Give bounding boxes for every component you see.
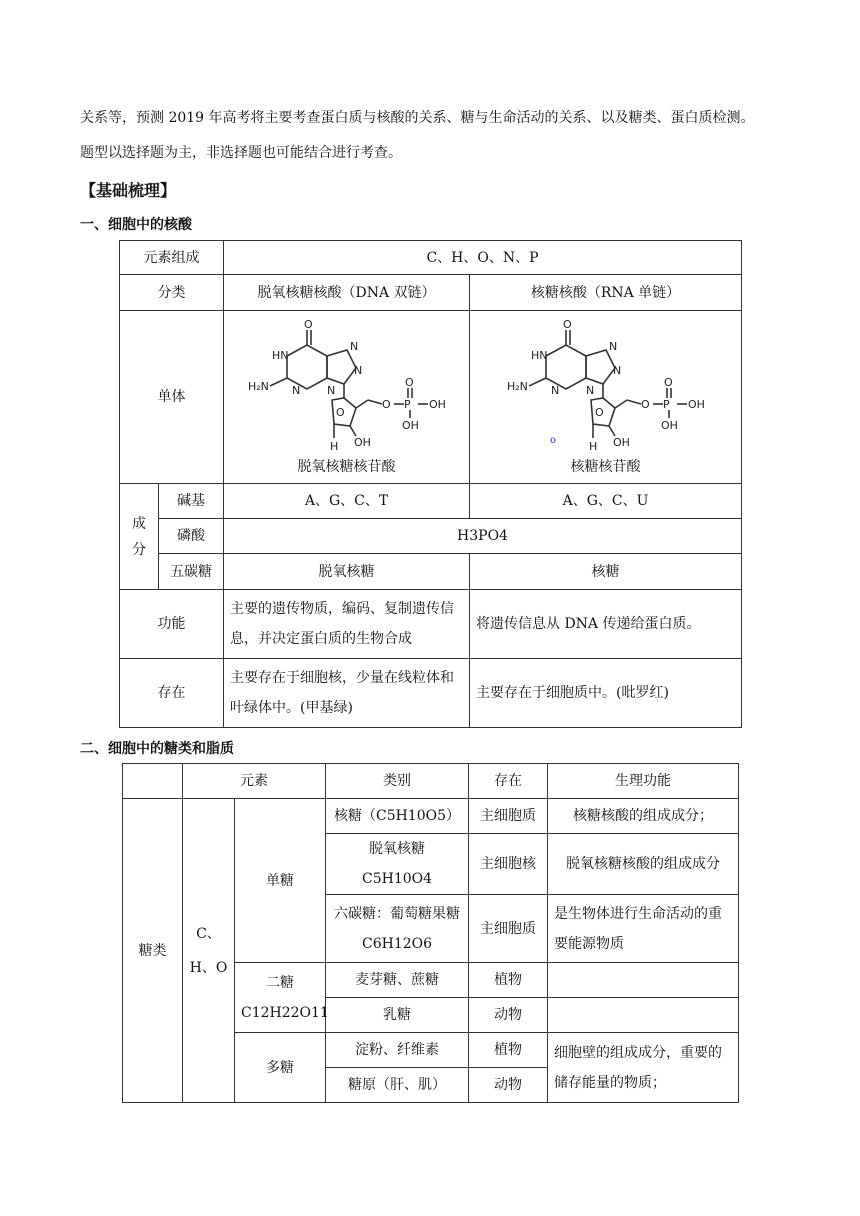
svg-text:O: O [404, 376, 414, 389]
sugar-elements: C、H、O [183, 799, 235, 1103]
deoxyribonucleotide-structure-diagram [232, 316, 462, 456]
svg-text:N: N [353, 364, 362, 377]
svg-text:N: N [612, 364, 621, 377]
ribose-location: 主细胞质 [469, 799, 548, 834]
element-label: 元素组成 [120, 241, 224, 275]
disaccharide-cell [235, 963, 329, 1033]
hexose: 六碳糖：葡萄糖果糖 C6H12O6 [326, 895, 469, 963]
header-blank [123, 764, 183, 799]
maltose-location: 植物 [469, 963, 548, 998]
element-value: C、H、O、N、P [224, 241, 742, 275]
svg-text:O: O [640, 398, 650, 411]
svg-text:O: O [335, 406, 345, 419]
deoxyribose-function: 脱氧核糖核酸的组成成分 [548, 834, 739, 895]
svg-text:O: O [303, 318, 313, 331]
lactose: 乳糖 [326, 998, 469, 1033]
svg-text:O: O [663, 376, 673, 389]
rna-pentose: 核糖 [470, 554, 742, 590]
glycogen: 糖原（肝、肌） [326, 1068, 469, 1103]
section-title: 【基础梳理】 [80, 181, 177, 200]
svg-text:OH: OH [353, 436, 371, 449]
hexose-location: 主细胞质 [469, 895, 548, 963]
svg-text:N: N [585, 384, 594, 397]
nucleic-acid-table [119, 240, 742, 728]
base-label: 碱基 [159, 484, 224, 519]
svg-text:H: H [329, 440, 338, 453]
deoxyribose-location: 主细胞核 [469, 834, 548, 895]
monomer-label: 单体 [120, 311, 224, 484]
composition-label-text: 成分 [132, 515, 146, 558]
classification-label: 分类 [120, 275, 224, 311]
rna-monomer-cell [470, 311, 742, 484]
composition-label [120, 484, 159, 590]
ribose: 核糖（C5H10O5） [326, 799, 469, 834]
svg-text:HN: HN [530, 349, 547, 362]
disaccharide-formula: C12H22O11 [241, 1004, 329, 1021]
svg-text:OH: OH [401, 419, 419, 432]
hexose-function: 是生物体进行生命活动的重要能源物质 [548, 895, 739, 963]
svg-text:N: N [326, 384, 335, 397]
dna-pentose: 脱氧核糖 [224, 554, 470, 590]
svg-text:N: N [349, 340, 358, 353]
maltose-function [548, 963, 739, 998]
dna-location: 主要存在于细胞核，少量在线粒体和叶绿体中。(甲基绿) [224, 659, 470, 728]
deoxyribose: 脱氧核糖 C5H10O4 [326, 834, 469, 895]
rna-location: 主要存在于细胞质中。(吡罗红) [470, 659, 742, 728]
svg-text:N: N [550, 384, 559, 397]
svg-text:N: N [291, 384, 300, 397]
header-category: 类别 [326, 764, 469, 799]
dna-bases: A、G、C、T [224, 484, 470, 519]
sugar-table [122, 763, 739, 1103]
ribonucleotide-structure-diagram [491, 316, 721, 456]
function-label: 功能 [120, 590, 224, 659]
intro-line-1: 关系等，预测 2019 年高考将主要考查蛋白质与核酸的关系、糖与生命活动的关系、以及糖类、蛋白质检测。 [80, 110, 755, 126]
lactose-function [548, 998, 739, 1033]
location-label: 存在 [120, 659, 224, 728]
heading-nucleic-acids: 一、细胞中的核酸 [80, 217, 192, 233]
dna-monomer-cell [224, 311, 470, 484]
rna-function: 将遗传信息从 DNA 传递给蛋白质。 [470, 590, 742, 659]
stray-o-mark: o [550, 435, 557, 446]
svg-text:H: H [588, 440, 597, 453]
glycogen-location: 动物 [469, 1068, 548, 1103]
svg-text:O: O [381, 398, 391, 411]
phosphate-value: H3PO4 [224, 519, 742, 554]
heading-sugars-lipids: 二、细胞中的糖类和脂质 [80, 741, 234, 757]
svg-text:HN: HN [271, 349, 288, 362]
polysaccharide-label: 多糖 [235, 1033, 326, 1103]
svg-text:OH: OH [687, 398, 705, 411]
svg-text:O: O [562, 318, 572, 331]
disaccharide-label: 二糖 [266, 974, 294, 991]
svg-text:OH: OH [612, 436, 630, 449]
ribose-function: 核糖核酸的组成成分； [548, 799, 739, 834]
svg-text:H₂N: H₂N [247, 380, 269, 393]
header-function: 生理功能 [548, 764, 739, 799]
dna-monomer-name: 脱氧核糖核苷酸 [297, 459, 396, 475]
rna-monomer-name: 核糖核苷酸 [570, 459, 641, 475]
svg-text:OH: OH [660, 419, 678, 432]
monosaccharide-label: 单糖 [235, 799, 326, 963]
header-location: 存在 [469, 764, 548, 799]
phosphate-label: 磷酸 [159, 519, 224, 554]
svg-text:OH: OH [428, 398, 446, 411]
pentose-label: 五碳糖 [159, 554, 224, 590]
svg-text:P: P [662, 398, 670, 411]
rna-bases: A、G、C、U [470, 484, 742, 519]
svg-text:H₂N: H₂N [506, 380, 528, 393]
starch-cellulose: 淀粉、纤维素 [326, 1033, 469, 1068]
svg-text:P: P [403, 398, 411, 411]
svg-text:O: O [594, 406, 604, 419]
rna-name: 核糖核酸（RNA 单链） [470, 275, 742, 311]
header-element: 元素 [183, 764, 326, 799]
dna-function: 主要的遗传物质，编码、复制遗传信息，并决定蛋白质的生物合成 [224, 590, 470, 659]
dna-name: 脱氧核糖核酸（DNA 双链） [224, 275, 470, 311]
maltose-sucrose: 麦芽糖、蔗糖 [326, 963, 469, 998]
svg-text:N: N [608, 340, 617, 353]
intro-line-2: 题型以选择题为主，非选择题也可能结合进行考查。 [80, 145, 402, 161]
sugar-row-label: 糖类 [123, 799, 183, 1103]
polysaccharide-function: 细胞壁的组成成分，重要的储存能量的物质； [548, 1033, 739, 1103]
starch-location: 植物 [469, 1033, 548, 1068]
lactose-location: 动物 [469, 998, 548, 1033]
